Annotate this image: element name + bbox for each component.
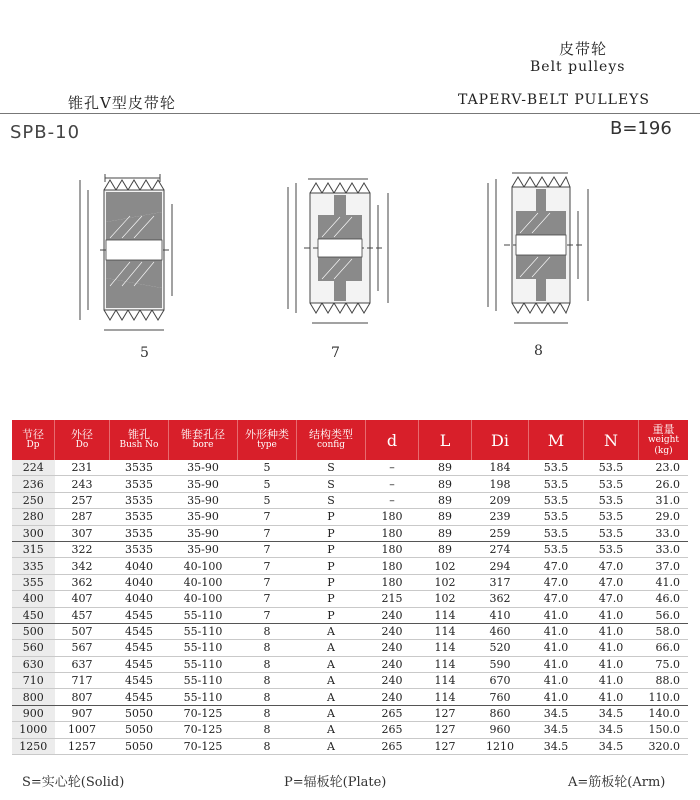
table-cell: 265 (366, 738, 419, 754)
table-cell: 114 (419, 623, 472, 639)
table-cell: P (297, 574, 366, 590)
table-cell: 29.0 (639, 509, 689, 525)
table-cell: 287 (55, 509, 110, 525)
table-cell: 35-90 (169, 492, 238, 508)
table-row (12, 525, 688, 541)
table-cell: 240 (366, 607, 419, 623)
table-cell: 1210 (472, 738, 529, 754)
table-cell: 637 (55, 656, 110, 672)
table-cell: 35-90 (169, 509, 238, 525)
table-cell: 53.5 (529, 492, 584, 508)
table-cell: 240 (366, 656, 419, 672)
table-cell: 114 (419, 607, 472, 623)
table-cell: 180 (366, 525, 419, 541)
table-cell: 800 (12, 689, 55, 705)
table-cell: 630 (12, 656, 55, 672)
b-value: B=196 (610, 118, 672, 139)
table-cell: 4040 (110, 591, 169, 607)
table-cell: 35-90 (169, 525, 238, 541)
table-cell: 7 (238, 607, 297, 623)
table-cell: 47.0 (529, 574, 584, 590)
table-row (12, 460, 688, 476)
series-code: SPB-10 (10, 122, 81, 143)
table-cell: P (297, 591, 366, 607)
table-cell: 89 (419, 525, 472, 541)
col-header-weight: 重量 weight (kg) (639, 420, 689, 460)
table-cell: 320.0 (639, 738, 689, 754)
col-header-config: 结构类型 config (297, 420, 366, 460)
table-cell: 47.0 (584, 591, 639, 607)
table-cell: 31.0 (639, 492, 689, 508)
col-header-bush: 锥孔 Bush No (110, 420, 169, 460)
table-cell: 127 (419, 738, 472, 754)
table-cell: 180 (366, 574, 419, 590)
table-cell: 26.0 (639, 476, 689, 492)
table-cell: – (366, 492, 419, 508)
table-cell: 7 (238, 591, 297, 607)
table-row (12, 738, 688, 754)
table-cell: 180 (366, 558, 419, 574)
table-cell: 4545 (110, 623, 169, 639)
table-cell: P (297, 558, 366, 574)
table-cell: 307 (55, 525, 110, 541)
table-cell: 53.5 (529, 525, 584, 541)
table-cell: 35-90 (169, 476, 238, 492)
table-cell: 590 (472, 656, 529, 672)
table-cell: 265 (366, 705, 419, 721)
table-cell: 224 (12, 460, 55, 476)
table-cell: 315 (12, 541, 55, 557)
table-cell: 102 (419, 574, 472, 590)
table-cell: 89 (419, 541, 472, 557)
table-row (12, 476, 688, 492)
table-cell: 180 (366, 541, 419, 557)
table-cell: 33.0 (639, 541, 689, 557)
table-cell: 46.0 (639, 591, 689, 607)
table-row (12, 656, 688, 672)
table-row (12, 591, 688, 607)
table-cell: 240 (366, 673, 419, 689)
table-cell: 110.0 (639, 689, 689, 705)
table-row (12, 492, 688, 508)
table-cell: 47.0 (529, 591, 584, 607)
table-row (12, 640, 688, 656)
table-cell: 7 (238, 558, 297, 574)
table-cell: 3535 (110, 541, 169, 557)
table-cell: 8 (238, 722, 297, 738)
table-cell: 8 (238, 738, 297, 754)
table-cell: A (297, 673, 366, 689)
spec-table (12, 420, 688, 755)
drawing-type-7 (268, 165, 408, 335)
table-cell: 457 (55, 607, 110, 623)
table-cell: 507 (55, 623, 110, 639)
table-cell: 5050 (110, 705, 169, 721)
table-cell: 362 (55, 574, 110, 590)
figure-label-type-5: 5 (140, 345, 149, 361)
table-cell: 70-125 (169, 705, 238, 721)
table-cell: 184 (472, 460, 529, 476)
table-cell: A (297, 722, 366, 738)
table-cell: 114 (419, 640, 472, 656)
table-cell: 236 (12, 476, 55, 492)
table-cell: 567 (55, 640, 110, 656)
table-cell: 41.0 (584, 689, 639, 705)
legend-arm: A=筋板轮(Arm) (568, 775, 666, 790)
table-cell: 53.5 (584, 492, 639, 508)
table-cell: 40-100 (169, 591, 238, 607)
col-header-n: N (584, 420, 639, 460)
table-cell: 317 (472, 574, 529, 590)
table-cell: 140.0 (639, 705, 689, 721)
table-cell: 37.0 (639, 558, 689, 574)
table-cell: 7 (238, 525, 297, 541)
table-cell: 4040 (110, 574, 169, 590)
table-cell: 410 (472, 607, 529, 623)
table-cell: 53.5 (584, 509, 639, 525)
table-cell: P (297, 607, 366, 623)
header-title-en: Belt pulleys (530, 59, 626, 75)
table-cell: 322 (55, 541, 110, 557)
table-cell: 70-125 (169, 738, 238, 754)
table-cell: 3535 (110, 476, 169, 492)
table-cell: 900 (12, 705, 55, 721)
table-body (12, 460, 688, 755)
table-cell: 400 (12, 591, 55, 607)
legend-solid: S=实心轮(Solid) (22, 775, 125, 790)
table-cell: 259 (472, 525, 529, 541)
table-cell: 250 (12, 492, 55, 508)
table-cell: 300 (12, 525, 55, 541)
table-cell: 41.0 (584, 640, 639, 656)
table-cell: 243 (55, 476, 110, 492)
table-cell: 53.5 (584, 460, 639, 476)
col-header-dp: 节径 Dp (12, 420, 55, 460)
table-cell: 114 (419, 673, 472, 689)
table-cell: 342 (55, 558, 110, 574)
table-cell: 3535 (110, 525, 169, 541)
table-cell: A (297, 623, 366, 639)
table-cell: 47.0 (529, 558, 584, 574)
table-cell: 7 (238, 541, 297, 557)
table-cell: 240 (366, 689, 419, 705)
table-cell: 34.5 (529, 722, 584, 738)
table-cell: 34.5 (584, 722, 639, 738)
table-cell: – (366, 476, 419, 492)
table-cell: 760 (472, 689, 529, 705)
table-row (12, 607, 688, 623)
table-cell: 4545 (110, 689, 169, 705)
table-cell: 102 (419, 591, 472, 607)
table-cell: 335 (12, 558, 55, 574)
table-row (12, 558, 688, 574)
table-cell: 960 (472, 722, 529, 738)
table-cell: 34.5 (529, 705, 584, 721)
table-cell: 240 (366, 623, 419, 639)
table-cell: 198 (472, 476, 529, 492)
table-cell: 40-100 (169, 558, 238, 574)
table-cell: 102 (419, 558, 472, 574)
table-cell: 41.0 (639, 574, 689, 590)
table-cell: 209 (472, 492, 529, 508)
header-divider (0, 113, 700, 114)
table-cell: 460 (472, 623, 529, 639)
table-cell: 265 (366, 722, 419, 738)
table-cell: 215 (366, 591, 419, 607)
table-cell: 8 (238, 623, 297, 639)
table-cell: 1250 (12, 738, 55, 754)
legend-plate: P=辐板轮(Plate) (284, 775, 387, 790)
table-row (12, 509, 688, 525)
table-cell: 257 (55, 492, 110, 508)
table-cell: 47.0 (584, 574, 639, 590)
table-cell: 53.5 (529, 476, 584, 492)
table-cell: 41.0 (584, 673, 639, 689)
table-cell: 70-125 (169, 722, 238, 738)
table-cell: 34.5 (584, 705, 639, 721)
table-row (12, 541, 688, 557)
table-cell: 500 (12, 623, 55, 639)
table-row (12, 689, 688, 705)
table-cell: S (297, 460, 366, 476)
table-cell: 5 (238, 476, 297, 492)
table-cell: 41.0 (584, 656, 639, 672)
col-header-bore: 锥套孔径 bore (169, 420, 238, 460)
figure-label-type-8: 8 (534, 343, 543, 359)
table-cell: 53.5 (584, 476, 639, 492)
table-cell: S (297, 492, 366, 508)
table-cell: 89 (419, 509, 472, 525)
table-cell: 41.0 (529, 656, 584, 672)
table-row (12, 722, 688, 738)
table-row (12, 705, 688, 721)
table-cell: 88.0 (639, 673, 689, 689)
table-cell: 89 (419, 476, 472, 492)
table-cell: S (297, 476, 366, 492)
table-cell: 66.0 (639, 640, 689, 656)
table-cell: 55-110 (169, 689, 238, 705)
table-cell: 4545 (110, 673, 169, 689)
table-cell: 7 (238, 574, 297, 590)
table-row (12, 623, 688, 639)
table-cell: 670 (472, 673, 529, 689)
table-cell: 41.0 (529, 640, 584, 656)
table-cell: 34.5 (584, 738, 639, 754)
table-cell: 114 (419, 689, 472, 705)
table-cell: 56.0 (639, 607, 689, 623)
table-cell: 860 (472, 705, 529, 721)
subtitle-cn: 锥孔V型皮带轮 (68, 94, 176, 112)
table-cell: 362 (472, 591, 529, 607)
table-cell: P (297, 525, 366, 541)
table-cell: 8 (238, 689, 297, 705)
table-cell: 5 (238, 460, 297, 476)
table-cell: 3535 (110, 509, 169, 525)
table-cell: A (297, 705, 366, 721)
table-cell: 3535 (110, 460, 169, 476)
table-cell: 407 (55, 591, 110, 607)
table-cell: 560 (12, 640, 55, 656)
table-cell: 53.5 (529, 460, 584, 476)
table-cell: 4545 (110, 607, 169, 623)
col-header-d: d (366, 420, 419, 460)
table-cell: 4545 (110, 640, 169, 656)
table-cell: P (297, 509, 366, 525)
table-cell: 294 (472, 558, 529, 574)
table-cell: 239 (472, 509, 529, 525)
table-cell: 8 (238, 656, 297, 672)
table-cell: 231 (55, 460, 110, 476)
table-cell: 53.5 (529, 509, 584, 525)
table-cell: 35-90 (169, 460, 238, 476)
table-cell: 5050 (110, 722, 169, 738)
table-cell: 127 (419, 705, 472, 721)
table-cell: 41.0 (529, 623, 584, 639)
table-cell: 355 (12, 574, 55, 590)
table-cell: 55-110 (169, 640, 238, 656)
table-cell: 58.0 (639, 623, 689, 639)
table-cell: 55-110 (169, 623, 238, 639)
table-cell: 53.5 (584, 525, 639, 541)
table-cell: 717 (55, 673, 110, 689)
table-cell: 23.0 (639, 460, 689, 476)
table-cell: A (297, 640, 366, 656)
table-cell: 127 (419, 722, 472, 738)
table-cell: 5050 (110, 738, 169, 754)
table-cell: 34.5 (529, 738, 584, 754)
table-cell: 8 (238, 640, 297, 656)
table-cell: 150.0 (639, 722, 689, 738)
table-cell: 8 (238, 673, 297, 689)
table-cell: 53.5 (584, 541, 639, 557)
drawing-type-8 (468, 165, 608, 335)
table-cell: 240 (366, 640, 419, 656)
col-header-di: Di (472, 420, 529, 460)
table-cell: A (297, 738, 366, 754)
drawing-type-5 (60, 160, 200, 340)
table-cell: 55-110 (169, 656, 238, 672)
subtitle-en: TAPERV-BELT PULLEYS (458, 92, 650, 108)
figure-label-type-7: 7 (331, 345, 340, 361)
table-cell: 5 (238, 492, 297, 508)
table-cell: 807 (55, 689, 110, 705)
table-cell: 55-110 (169, 673, 238, 689)
table-cell: 41.0 (529, 673, 584, 689)
table-cell: 41.0 (529, 689, 584, 705)
table-cell: 1257 (55, 738, 110, 754)
table-row (12, 673, 688, 689)
table-header-row (12, 420, 688, 460)
table-cell: 8 (238, 705, 297, 721)
table-cell: 114 (419, 656, 472, 672)
header-title-cn: 皮带轮 (559, 40, 608, 58)
table-cell: 47.0 (584, 558, 639, 574)
table-cell: 4545 (110, 656, 169, 672)
table-cell: P (297, 541, 366, 557)
table-cell: 1007 (55, 722, 110, 738)
table-cell: 35-90 (169, 541, 238, 557)
col-header-m: M (529, 420, 584, 460)
col-header-l: L (419, 420, 472, 460)
table-cell: 41.0 (584, 623, 639, 639)
table-cell: 41.0 (529, 607, 584, 623)
table-cell: 75.0 (639, 656, 689, 672)
table-cell: A (297, 689, 366, 705)
table-cell: 280 (12, 509, 55, 525)
table-cell: 1000 (12, 722, 55, 738)
table-cell: 55-110 (169, 607, 238, 623)
table-cell: 907 (55, 705, 110, 721)
table-cell: 53.5 (529, 541, 584, 557)
table-cell: 450 (12, 607, 55, 623)
table-cell: 3535 (110, 492, 169, 508)
table-cell: – (366, 460, 419, 476)
table-cell: 40-100 (169, 574, 238, 590)
table-cell: 33.0 (639, 525, 689, 541)
table-cell: 520 (472, 640, 529, 656)
table-cell: 89 (419, 460, 472, 476)
col-header-type: 外形种类 type (238, 420, 297, 460)
table-row (12, 574, 688, 590)
table-cell: 4040 (110, 558, 169, 574)
table-cell: 710 (12, 673, 55, 689)
table-cell: 41.0 (584, 607, 639, 623)
table-cell: 89 (419, 492, 472, 508)
table-cell: A (297, 656, 366, 672)
col-header-do: 外径 Do (55, 420, 110, 460)
table-cell: 180 (366, 509, 419, 525)
table-cell: 274 (472, 541, 529, 557)
table-cell: 7 (238, 509, 297, 525)
